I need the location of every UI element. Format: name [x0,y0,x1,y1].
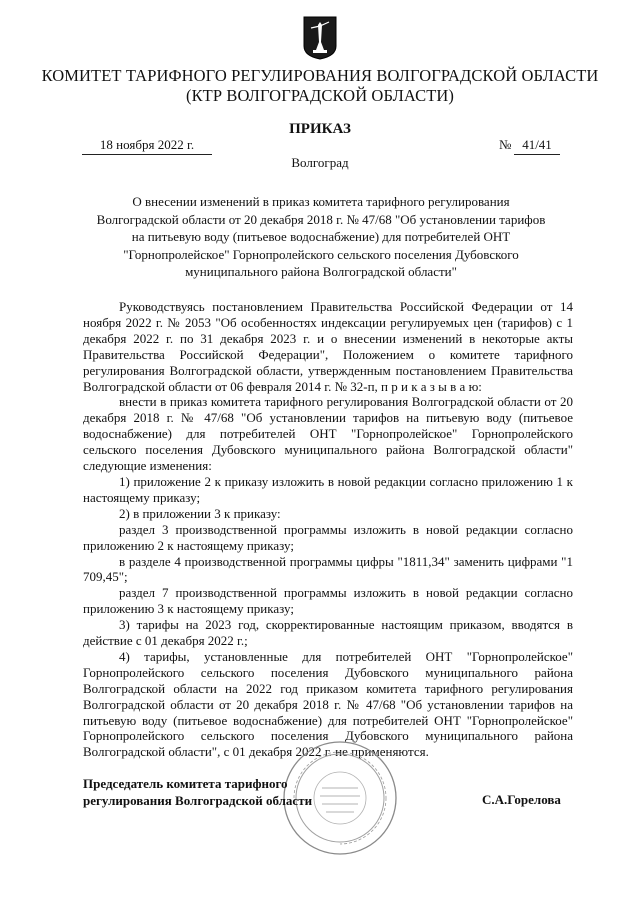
document-body [83,299,573,760]
paragraph: 4) тарифы, установленные для потребителей ОНТ "Горнопролейское" Горнопролейского сельского поселения Дубовского муниципального района Волгоградской области на 2022 год приказом комитета тарифного регулирования Волгоградской области от 20 декабря 2018 г. № 47/68 "Об установлении тарифов на питьевую воду (питьевое водоснабжение) для потребителей ОНТ "Горнопролейское" Горнопролейского сельского поселения Дубовского муниципального района Волгоградской области", с 01 декабря 2022 г. не применяются. [83,648,573,760]
document-date: 18 ноября 2022 г. [82,137,212,155]
paragraph: 3) тарифы на 2023 год, скорректированные настоящим приказом, вводятся в действие с 01 декабря 2022 г.; [83,617,573,649]
paragraph: Руководствуясь постановлением Правительства Российской Федерации от 14 ноября 2022 г. № 2053 "Об особенностях индексации регулируемых цен (тарифов) с 1 декабря 2022 г. по 31 декабря 2023 г. и о внесении изменений в некоторые акты Правительства Российской Федерации", Положением о комитете тарифного регулирования Волгоградской области, утвержденным постановлением Правительства Волгоградской области от 06 февраля 2014 г. № 32-п, п р и к а з ы в а ю: [83,299,573,394]
city: Волгоград [291,155,349,170]
paragraph: внести в приказ комитета тарифного регулирования Волгоградской области от 20 декабря 2018 г. № 47/68 "Об установлении тарифов на питьевую воду (питьевое водоснабжение) для потребителей ОНТ "Горнопролейское" Горнопролейского сельского поселения Дубовского муниципального района Волгоградской области" следующие изменения: [83,394,573,474]
signatory-position [83,775,323,809]
paragraph: раздел 7 производственной программы изложить в новой редакции согласно приложению 3 к настоящему приказу; [83,585,573,617]
signatory-name: С.А.Горелова [482,792,561,807]
volgograd-emblem-icon [303,16,337,60]
signatory-position-line: Председатель комитета тарифного [83,776,288,791]
document-type: ПРИКАЗ [289,121,351,137]
document-number: 41/41 [514,137,560,155]
committee-abbreviation: (КТР ВОЛГОГРАДСКОЙ ОБЛАСТИ) [185,86,454,105]
signatory-position-line: регулирования Волгоградской области [83,793,313,808]
paragraph: 1) приложение 2 к приказу изложить в новой редакции согласно приложению 1 к настоящему приказу; [83,473,573,505]
paragraph: раздел 3 производственной программы изложить в новой редакции согласно приложению 2 к настоящему приказу; [83,521,573,553]
document-subject: О внесении изменений в приказ комитета тарифного регулирования Волгоградской области от 20 декабря 2018 г. № 47/68 "Об установлении тарифов на питьевую воду (питьевое водоснабжение) для потребителей ОНТ "Горнопролейское" Горнопролейского сельского поселения Дубовского муниципального района Волгоградской области" [96,194,546,279]
paragraph: 2) в приложении 3 к приказу: [119,505,281,521]
number-label: № [499,137,512,152]
committee-name: КОМИТЕТ ТАРИФНОГО РЕГУЛИРОВАНИЯ ВОЛГОГРАДСКОЙ ОБЛАСТИ [41,66,599,85]
paragraph: в разделе 4 производственной программы цифры "1811,34" заменить цифрами "1 709,45"; [83,553,573,585]
